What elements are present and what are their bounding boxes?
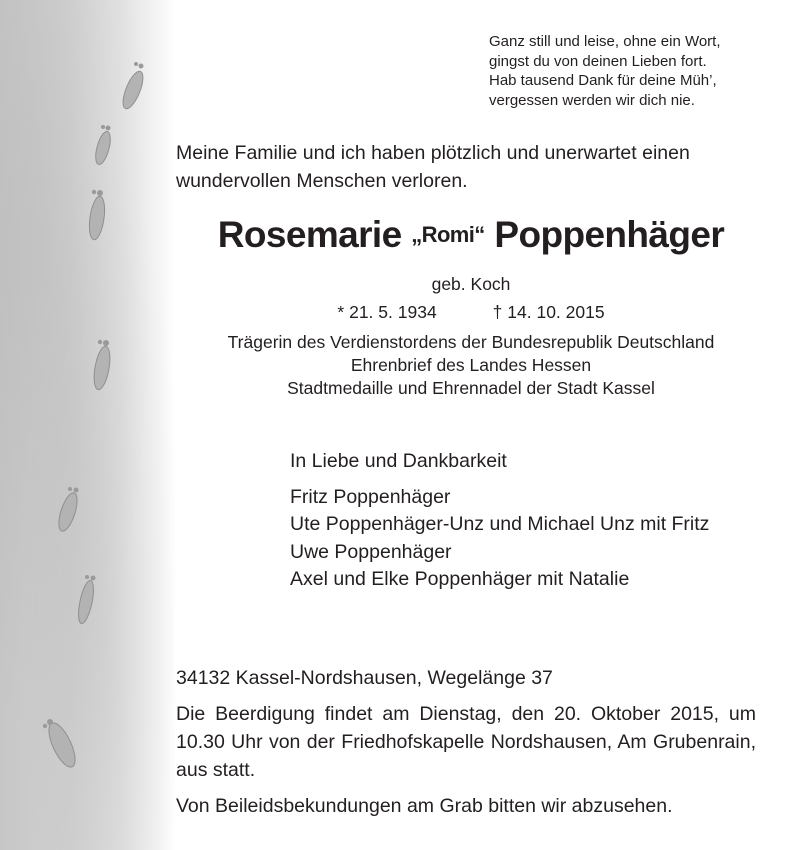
mourner-name: Ute Poppenhäger-Unz und Michael Unz mit Fritz [290, 513, 710, 535]
birth-date: * 21. 5. 1934 [337, 302, 437, 322]
sand-footprints-image [0, 0, 175, 850]
funeral-details: Die Beerdigung findet am Dienstag, den 20. Oktober 2015, um 10.30 Uhr von der Friedhofskapelle Nordshausen, Am Grubenrain, aus statt. [176, 703, 756, 781]
life-dates [176, 301, 766, 324]
condolence-note: Von Beileidsbekundungen am Grab bitten wir abzusehen. [176, 795, 673, 817]
intro-text [176, 139, 766, 195]
deceased-name [176, 214, 766, 256]
poem [489, 32, 779, 110]
poem-line: Ganz still und leise, ohne ein Wort, [489, 33, 721, 50]
closing-info [176, 664, 756, 828]
poem-line: Hab tausend Dank für deine Müh’, [489, 72, 717, 89]
honor-line: Ehrenbrief des Landes Hessen [350, 355, 592, 375]
birth-name: geb. Koch [431, 274, 511, 294]
intro-line: Meine Familie und ich haben plötzlich und unerwartet einen [176, 142, 690, 164]
mourners [290, 448, 709, 594]
first-name: Rosemarie [217, 214, 402, 255]
poem-line: gingst du von deinen Lieben fort. [489, 52, 707, 70]
honor-line: Trägerin des Verdienstordens der Bundesrepublik Deutschland [227, 332, 715, 352]
last-name: Poppenhäger [494, 214, 725, 255]
mourner-name: Axel und Elke Poppenhäger mit Natalie [290, 568, 630, 590]
death-date: † 14. 10. 2015 [492, 302, 605, 322]
nickname: „Romi“ [411, 222, 485, 247]
poem-line: vergessen werden wir dich nie. [489, 91, 695, 109]
honor-line: Stadtmedaille und Ehrennadel der Stadt Kassel [287, 378, 655, 398]
mourner-name: Fritz Poppenhäger [290, 485, 451, 508]
honors [176, 331, 766, 400]
intro-line: wundervollen Menschen verloren. [176, 170, 468, 192]
mourners-greeting: In Liebe und Dankbarkeit [290, 450, 507, 472]
address: 34132 Kassel-Nordshausen, Wegelänge 37 [176, 667, 553, 689]
footprints-icon [0, 0, 175, 850]
mourner-name: Uwe Poppenhäger [290, 540, 452, 563]
